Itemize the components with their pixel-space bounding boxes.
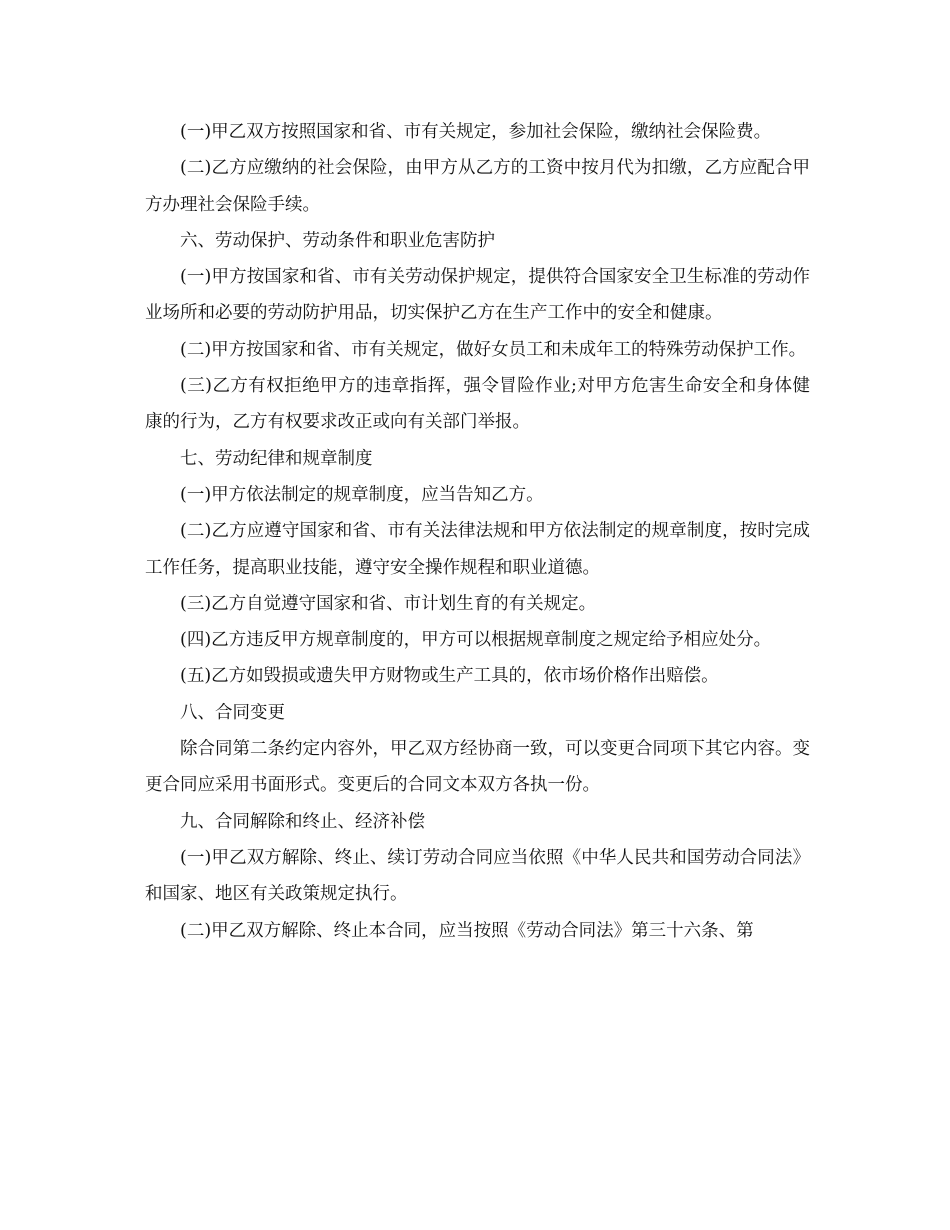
document-body [145,114,810,949]
paragraph-social-insurance-1: (一)甲乙双方按照国家和省、市有关规定，参加社会保险，缴纳社会保险费。 [180,122,772,142]
paragraph-discipline-5: (五)乙方如毁损或遗失甲方财物或生产工具的，依市场价格作出赔偿。 [180,666,719,687]
paragraph-labor-protection-3: (三)乙方有权拒绝甲方的违章指挥，强令冒险作业;对甲方危害生命安全和身体健康的行为，乙方有权要求改正或向有关部门举报。 [145,376,810,433]
paragraph-labor-protection-2: (二)甲方按国家和省、市有关规定，做好女员工和未成年工的特殊劳动保护工作。 [180,339,807,360]
paragraph-discipline-4: (四)乙方违反甲方规章制度的，甲方可以根据规章制度之规定给予相应处分。 [180,630,772,651]
paragraph-contract-change: 除合同第二条约定内容外，甲乙双方经协商一致，可以变更合同项下其它内容。变更合同应采用书面形式。变更后的合同文本双方各执一份。 [145,739,810,796]
section-heading-labor-protection: 六、劳动保护、劳动条件和职业危害防护 [180,230,495,251]
paragraph-social-insurance-2: (二)乙方应缴纳的社会保险，由甲方从乙方的工资中按月代为扣缴，乙方应配合甲方办理社会保险手续。 [145,158,810,215]
paragraph-labor-protection-1: (一)甲方按国家和省、市有关劳动保护规定，提供符合国家安全卫生标准的劳动作业场所和必要的劳动防护用品，切实保护乙方在生产工作中的安全和健康。 [145,267,810,324]
paragraph-discipline-2: (二)乙方应遵守国家和省、市有关法律法规和甲方依法制定的规章制度，按时完成工作任务，提高职业技能，遵守安全操作规程和职业道德。 [145,521,810,578]
paragraph-termination-1: (一)甲乙双方解除、终止、续订劳动合同应当依照《中华人民共和国劳动合同法》和国家、地区有关政策规定执行。 [145,847,810,905]
section-heading-contract-change: 八、合同变更 [180,702,285,723]
paragraph-termination-2: (二)甲乙双方解除、终止本合同，应当按照《劳动合同法》第三十六条、第 [180,920,754,941]
paragraph-discipline-1: (一)甲方依法制定的规章制度，应当告知乙方。 [180,484,544,505]
paragraph-discipline-3: (三)乙方自觉遵守国家和省、市计划生育的有关规定。 [180,593,597,614]
section-heading-labor-discipline: 七、劳动纪律和规章制度 [180,448,373,469]
section-heading-contract-termination: 九、合同解除和终止、经济补偿 [180,811,425,832]
